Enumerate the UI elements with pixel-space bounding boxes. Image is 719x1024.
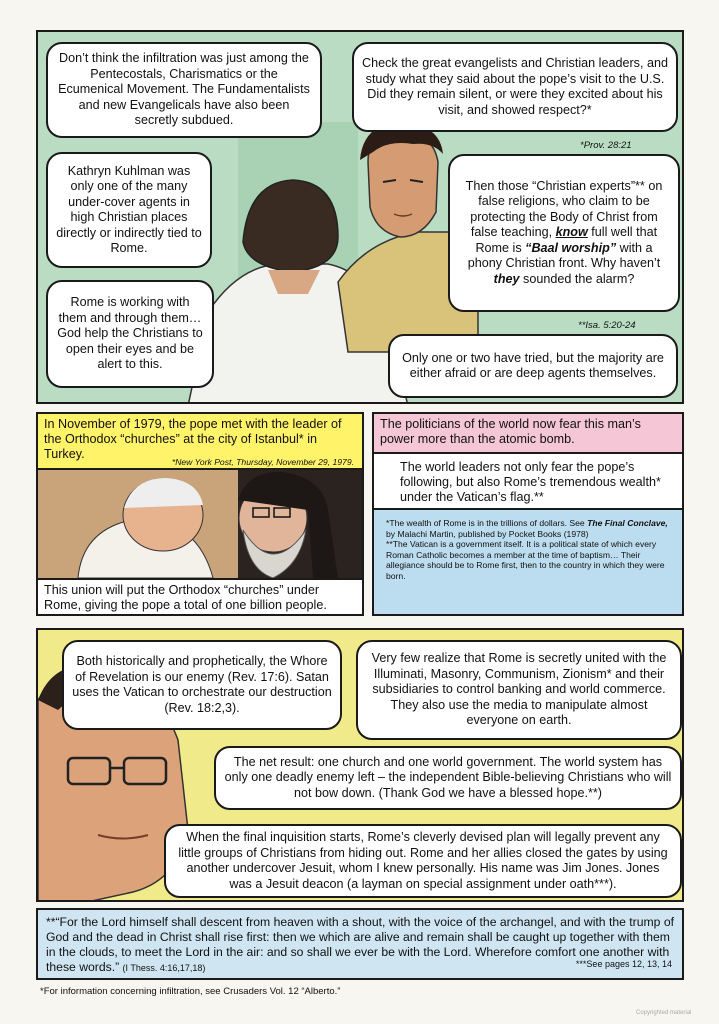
caption-pope-met: In November of 1979, the pope met with the leader of the Orthodox “churches” at the city of Istanbul* in Turkey. *New York Post, Thursday, November 29, 1979. (38, 414, 362, 470)
verse-text: **“For the Lord himself shall descent from heaven with a shout, with the voice of the archangel, and with the trump of God and the dead in Christ shall rise first: then we which are alive and remain shall be caught up together with them in the clouds, to meet the Lord in the air: and so shall we ever be with the Lord. Wherefore comfort one another with these words.” (46, 915, 674, 974)
bubble-net-result: The net result: one church and one world government. The world system has only one deadly enemy left – the independent Bible-believing Christians who will not bow down. (Thank God we have a blessed hope.**) (214, 746, 682, 810)
caption-world-leaders: The world leaders not only fear the pope’s following, but also Rome’s tremendous wealth* under the Vatican’s flag.** (374, 454, 682, 510)
footer-verse-box (36, 908, 684, 980)
bubble-whore-of-revelation: Both historically and prophetically, the Whore of Revelation is our enemy (Rev. 17:6). Satan uses the Vatican to orchestrate our destruction (Rev. 18:2,3). (62, 640, 342, 730)
bubble-final-inquisition: When the final inquisition starts, Rome’s cleverly devised plan will legally prevent any little groups of Christians from hiding out. Rome and her allies closed the gates by using another undercover Jesuit, whom I knew personally. His name was Jim Jones. Jones was a Jesuit deacon (a layman on special assignment under oath***). (164, 824, 682, 898)
bubble-evangelists: Check the great evangelists and Christian leaders, and study what they said about the pope’s visit to the U.S. Did they remain silent, or were they excited about his visit, and showed respect?* (352, 42, 678, 132)
copyright-watermark: Copyrighted material (636, 1010, 692, 1016)
verse-reference: (I Thess. 4:16,17,18) (122, 963, 206, 973)
infiltration-footnote: *For information concerning infiltration, see Crusaders Vol. 12 “Alberto.” (40, 986, 341, 997)
bubble-only-one-or-two: Only one or two have tried, but the majority are either afraid or are deep agents themselves. (388, 334, 678, 398)
footnote-wealth: *The wealth of Rome is in the trillions of dollars. See The Final Conclave, by Malachi Martin, published by Pocket Books (1978) (386, 518, 668, 539)
bubble-kuhlman: Kathryn Kuhlman was only one of the many under-cover agents in high Christian places directly or indirectly tied to Rome. (46, 152, 212, 268)
footnotes-wealth-vatican (374, 510, 682, 614)
panel-pope-orthodox (36, 412, 364, 616)
reference-isa: **Isa. 5:20-24 (578, 320, 636, 331)
caption-union: This union will put the Orthodox “churches” under Rome, giving the pope a total of one billion people. (38, 578, 362, 614)
bubble-infiltration: Don’t think the infiltration was just among the Pentecostals, Charismatics or the Ecumenical Movement. The Fundamentalists and new Evangelicals have also been secretly subdued. (46, 42, 322, 138)
bubble-rome-working: Rome is working with them and through them… God help the Christians to open their eyes and be alert to this. (46, 280, 214, 388)
caption-source: *New York Post, Thursday, November 29, 1979. (171, 457, 354, 467)
bubble-illuminati: Very few realize that Rome is secretly united with the Illuminati, Masonry, Communism, Zionism* and their subsidiaries to control banking and world commerce. They also use the media to manipulate almost everyone on earth. (356, 640, 682, 740)
footnote-vatican: **The Vatican is a government itself. It is a political state of which every Roman Catholic becomes a member at the time of baptism… Their allegiance should be to Rome first, then to the country in which they were born. (386, 539, 665, 581)
reference-prov: *Prov. 28:21 (580, 140, 632, 151)
panel-top-conversation (36, 30, 684, 404)
bubble-christian-experts: Then those “Christian experts”** on false religions, who claim to be protecting the Body of Christ from false teaching, know full well that Rome is “Baal worship” with a phony Christian front. Why haven’t they sounded the alarm? (448, 154, 680, 312)
panel-bottom-narrator (36, 628, 684, 902)
panel-pope-artwork (38, 470, 362, 578)
see-pages: ***See pages 12, 13, 14 (575, 959, 672, 969)
panel-pope-power (372, 412, 684, 616)
caption-politicians-fear: The politicians of the world now fear this man’s power more than the atomic bomb. (374, 414, 682, 454)
